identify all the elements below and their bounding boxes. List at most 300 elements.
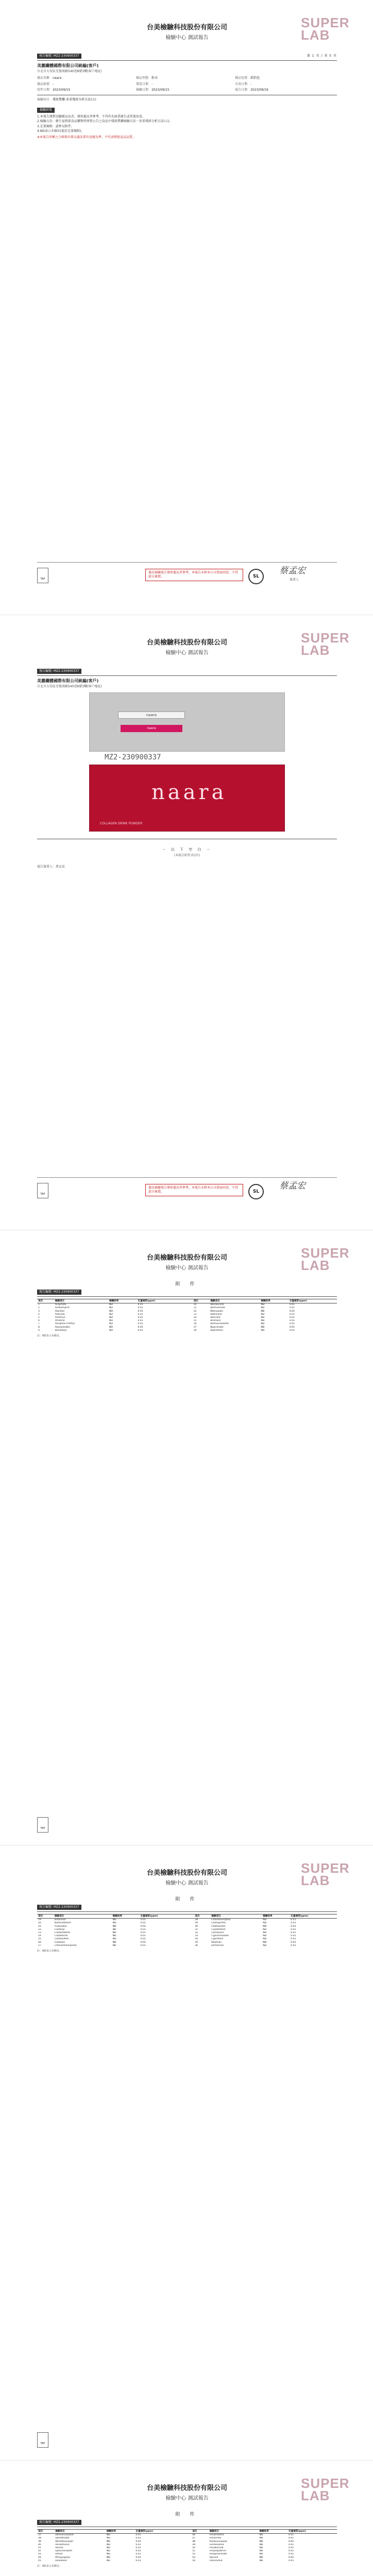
- row-no: 34: [195, 1938, 198, 1941]
- table-note: 註：ND表示未檢出。: [37, 2564, 62, 2568]
- loq-value: 0.01: [289, 1310, 295, 1313]
- row-no: 1: [38, 1303, 40, 1307]
- col-item: 檢驗項目: [54, 1299, 108, 1303]
- row-no: 6: [38, 1319, 40, 1323]
- col-loq: 定量極限(ppm): [287, 2529, 337, 2534]
- row-no: 49: [192, 2543, 196, 2546]
- company-name: 台美檢驗科技股份有限公司: [146, 2484, 227, 2492]
- iso-accreditation-icon: TAF: [37, 568, 48, 583]
- loq-value: 0.01: [289, 2540, 294, 2543]
- loq-value: 0.01: [138, 1316, 143, 1319]
- pesticide-name: Bromuconazole: [210, 1323, 229, 1326]
- result-nd: ND: [112, 1919, 116, 1922]
- pesticide-table: [37, 1914, 337, 1947]
- col-no: 項次: [194, 1914, 210, 1919]
- row-no: 18: [193, 1329, 197, 1332]
- col-item: 檢驗項目: [54, 1914, 112, 1919]
- row-no: 52: [192, 2553, 196, 2556]
- signer-line: 報告簽署人：蔡孟宏: [37, 865, 65, 869]
- loq-value: 0.01: [140, 1922, 146, 1925]
- loq-value: 0.01: [138, 1310, 143, 1313]
- result-nd: ND: [109, 1307, 113, 1310]
- pesticide-name: Butocarboxim: [54, 1922, 71, 1925]
- sample-field: 收件日期 2023/09/15: [37, 88, 71, 92]
- pesticide-table: [37, 2529, 337, 2563]
- attachment-count: (本報告附件共3頁): [174, 854, 200, 858]
- result-nd: ND: [263, 1922, 267, 1925]
- result-nd: ND: [261, 1326, 265, 1329]
- result-nd: ND: [109, 1326, 113, 1329]
- row-no: 9: [38, 1329, 40, 1332]
- client-name: 美麗纖體國際有限公司統編(客戶): [37, 63, 99, 68]
- attachment-title: 附 件: [175, 1897, 199, 1902]
- report-number: 報告編號: MZ2-230900337: [37, 1290, 81, 1295]
- superlab-logo: SUPER LAB: [301, 2476, 350, 2503]
- loq-value: 0.01: [140, 1944, 146, 1947]
- loq-value: 0.01: [289, 2543, 294, 2546]
- pesticide-name: Benfuracarb: [210, 1307, 225, 1310]
- row-no: 3: [38, 1310, 40, 1313]
- sample-field: 樣品名稱 naara: [37, 76, 62, 80]
- report-meta-row: [37, 2520, 337, 2525]
- result-nd: ND: [259, 2540, 263, 2543]
- pesticide-name: Carbofuran: [54, 1935, 68, 1938]
- pesticide-name: Carbosulfan: [54, 1938, 69, 1941]
- report-page-1: [0, 0, 373, 615]
- row-no: 5: [38, 1316, 40, 1319]
- row-no: 38: [38, 2537, 41, 2540]
- result-nd: ND: [106, 2540, 110, 2543]
- loq-value: 0.01: [289, 1319, 295, 1323]
- result-nd: ND: [259, 2543, 263, 2546]
- col-no: 項次: [193, 1299, 210, 1303]
- certification-stamp-area: [37, 1177, 337, 1204]
- row-no: 26: [38, 1941, 41, 1944]
- result-nd: ND: [106, 2537, 110, 2540]
- loq-value: 0.01: [135, 2543, 141, 2546]
- pesticide-name: Epoxiconazole: [55, 2550, 73, 2553]
- pesticide-name: Cyazofamid: [211, 1928, 226, 1931]
- result-nd: ND: [106, 2559, 110, 2562]
- pesticide-name: Ethoprophos: [55, 2556, 71, 2559]
- loq-value: 0.01: [135, 2559, 141, 2562]
- pesticide-name: Acetamiprid: [55, 1307, 70, 1310]
- iso-accreditation-icon: TAF: [37, 1183, 48, 1198]
- pesticide-name: Bendiocarb: [210, 1303, 224, 1307]
- report-header: [37, 1860, 350, 1897]
- row-no: 53: [192, 2556, 196, 2559]
- row-no: 12: [193, 1310, 197, 1313]
- note-line: 3.定量極限：請參見附件。: [37, 124, 74, 128]
- divider: [37, 1296, 337, 1297]
- result-nd: ND: [261, 1329, 265, 1332]
- result-nd: ND: [263, 1944, 267, 1947]
- result-nd: ND: [261, 1310, 265, 1313]
- loq-value: 0.01: [289, 2553, 294, 2556]
- attachment-page: [0, 1845, 373, 2461]
- result-nd: ND: [261, 1323, 265, 1326]
- report-number: 報告編號: MZ2-230900337: [37, 1905, 81, 1910]
- pesticide-name: Butachlor: [54, 1919, 66, 1922]
- attachment-title: 附 件: [175, 2512, 199, 2517]
- loq-value: 0.01: [138, 1323, 143, 1326]
- result-nd: ND: [112, 1922, 116, 1925]
- loq-value: 0.01: [138, 1313, 143, 1316]
- pesticide-name: Bifenazate: [210, 1310, 223, 1313]
- department-title: 檢驗中心 測試報告: [165, 2496, 209, 2501]
- loq-value: 0.01: [291, 1925, 296, 1928]
- row-no: 4: [38, 1313, 40, 1316]
- department-title: 檢驗中心 測試報告: [165, 1265, 209, 1271]
- row-no: 44: [38, 2556, 41, 2559]
- page-number: 第 1 頁 / 共 5 頁: [307, 54, 337, 58]
- loq-value: 0.01: [289, 1303, 295, 1307]
- result-nd: ND: [259, 2547, 263, 2549]
- row-no: 35: [195, 1941, 198, 1944]
- sample-field: 樣品包裝 鋁箔包: [235, 76, 260, 80]
- row-no: 8: [38, 1326, 40, 1329]
- loq-value: 0.01: [289, 2537, 294, 2540]
- report-header: [37, 630, 350, 667]
- col-result: 檢驗結果: [106, 2529, 135, 2534]
- result-nd: ND: [259, 2550, 263, 2553]
- row-no: 16: [193, 1323, 197, 1326]
- row-no: 17: [193, 1326, 197, 1329]
- row-no: 43: [38, 2553, 41, 2556]
- loq-value: 0.01: [138, 1307, 143, 1310]
- row-no: 46: [192, 2534, 196, 2537]
- loq-value: 0.01: [140, 1938, 146, 1941]
- pesticide-name: Fenarimol: [209, 2537, 222, 2540]
- result-nd: ND: [263, 1919, 267, 1922]
- iso-accreditation-icon: TAF: [37, 2432, 48, 2448]
- result-nd: ND: [106, 2547, 110, 2549]
- sl-seal-icon: SL: [248, 569, 264, 584]
- loq-value: 0.01: [138, 1319, 143, 1323]
- col-no: 項次: [191, 2529, 208, 2534]
- pesticide-name: Chlorfenvinphos: [211, 1919, 231, 1922]
- sample-field: 檢驗日期 2023/09/15: [136, 88, 169, 92]
- sl-seal-icon: SL: [248, 1184, 264, 1199]
- row-no: 13: [193, 1313, 197, 1316]
- department-title: 檢驗中心 測試報告: [165, 35, 209, 41]
- report-meta-row: [37, 1905, 337, 1910]
- row-no: 28: [195, 1919, 198, 1922]
- pesticide-name: Fipronil: [209, 2556, 218, 2559]
- result-nd: ND: [261, 1319, 265, 1323]
- result-nd: ND: [106, 2543, 110, 2546]
- sample-fields: [37, 75, 337, 93]
- loq-value: 0.01: [135, 2537, 141, 2540]
- row-no: 39: [38, 2540, 41, 2543]
- sample-photo-boxes: [89, 692, 285, 752]
- report-header: [37, 1245, 350, 1282]
- department-title: 檢驗中心 測試報告: [165, 650, 209, 656]
- result-nd: ND: [261, 1313, 265, 1316]
- report-header: [37, 15, 350, 52]
- superlab-logo: SUPER LAB: [301, 630, 350, 658]
- divider: [37, 675, 337, 676]
- result-nd: ND: [109, 1310, 113, 1313]
- result-nd: ND: [263, 1941, 267, 1944]
- row-no: 47: [192, 2537, 196, 2540]
- pesticide-name: Cadusafos: [54, 1925, 67, 1928]
- loq-value: 0.01: [289, 1323, 295, 1326]
- client-name: 美麗纖體國際有限公司統編(客戶): [37, 678, 99, 683]
- row-no: 2: [38, 1307, 40, 1310]
- row-no: 45: [38, 2559, 41, 2562]
- loq-value: 0.01: [135, 2550, 141, 2553]
- row-no: 50: [192, 2547, 196, 2549]
- pesticide-name: Fenobucarb: [209, 2547, 224, 2549]
- pesticide-name: Alachlor: [55, 1310, 65, 1313]
- result-nd: ND: [263, 1938, 267, 1941]
- row-no: 15: [193, 1319, 197, 1323]
- row-no: 41: [38, 2547, 41, 2549]
- col-no: 項次: [37, 1914, 54, 1919]
- row-no: 31: [195, 1928, 198, 1931]
- result-nd: ND: [112, 1935, 116, 1938]
- pesticide-name: Boscalid: [210, 1316, 221, 1319]
- row-no: 42: [38, 2550, 41, 2553]
- col-result: 檢驗結果: [108, 1299, 137, 1303]
- col-item: 檢驗項目: [54, 2529, 105, 2534]
- sample-field: 報告日期 2023/09/19: [235, 88, 268, 92]
- col-loq: 定量極限(ppm): [134, 2529, 184, 2534]
- loq-value: 0.01: [140, 1925, 146, 1928]
- result-nd: ND: [261, 1307, 265, 1310]
- row-no: 21: [38, 1925, 41, 1928]
- divider: [37, 60, 337, 61]
- row-no: 54: [192, 2559, 196, 2562]
- client-address: 台北市大安區光復南路540巷8號3樓(客戶地址): [37, 684, 102, 688]
- result-nd: ND: [112, 1941, 116, 1944]
- pesticide-name: Buprofezin: [210, 1329, 223, 1332]
- report-page-2: [0, 615, 373, 1230]
- pesticide-name: Flonicamid: [209, 2559, 223, 2562]
- pesticide-name: Fenpyroximate: [209, 2553, 227, 2556]
- report-meta-row: [37, 669, 337, 674]
- loq-value: 0.01: [289, 2556, 294, 2559]
- result-nd: ND: [109, 1313, 113, 1316]
- result-nd: ND: [261, 1303, 265, 1307]
- row-no: 32: [195, 1931, 198, 1934]
- sample-label: naara: [118, 711, 185, 719]
- result-nd: ND: [112, 1931, 116, 1934]
- note-line: 1.本報告僅對送驗樣品負責，僅供委託者參考，不得作為商業廣告或其他用途。: [37, 114, 145, 118]
- pesticide-name: Bromacil: [210, 1319, 221, 1323]
- col-loq: 定量極限(ppm): [289, 1299, 337, 1303]
- pesticide-name: Azinphos-methyl: [55, 1323, 75, 1326]
- pesticide-name: Cyproconazole: [211, 1935, 229, 1938]
- loq-value: 0.01: [291, 1941, 296, 1944]
- company-name: 台美檢驗科技股份有限公司: [146, 1869, 227, 1877]
- loq-value: 0.01: [135, 2547, 141, 2549]
- result-nd: ND: [112, 1938, 116, 1941]
- result-nd: ND: [259, 2556, 263, 2559]
- col-loq: 定量極限(ppm): [137, 1299, 185, 1303]
- sample-field: 樣品型態 粉末: [136, 76, 158, 80]
- superlab-logo: SUPER LAB: [301, 1860, 350, 1888]
- result-nd: ND: [112, 1925, 116, 1928]
- row-no: 37: [38, 2534, 41, 2537]
- row-no: 19: [38, 1919, 41, 1922]
- report-meta-row: [37, 1290, 337, 1295]
- result-nd: ND: [263, 1931, 267, 1934]
- pesticide-name: Benalaxyl: [55, 1329, 67, 1332]
- loq-value: 0.01: [291, 1919, 296, 1922]
- sample-id-caption: MZ2-230900337: [105, 753, 161, 761]
- pesticide-name: Carbendazim: [54, 1931, 71, 1934]
- pesticide-name: Dichlorvos: [211, 1944, 224, 1947]
- pesticide-table: [37, 1299, 337, 1332]
- report-header: [37, 2476, 350, 2512]
- loq-value: 0.01: [140, 1928, 146, 1931]
- result-row: 檢驗項目 殘留農藥-多重殘留分析方法(五): [37, 97, 96, 101]
- packet-brand: naara: [151, 780, 227, 804]
- result-nd: ND: [109, 1316, 113, 1319]
- pesticide-name: Azoxystrobin: [55, 1326, 71, 1329]
- row-no: 24: [38, 1935, 41, 1938]
- report-notes: [37, 115, 337, 133]
- col-item: 檢驗項目: [209, 1299, 260, 1303]
- pesticide-name: Cymoxanil: [211, 1931, 224, 1934]
- lab-stamp: 委託檢驗報告僅供委託者參考，本報告未經本公司書面同意，不得部分複製。: [145, 1184, 243, 1196]
- result-nd: ND: [259, 2534, 263, 2537]
- client-address: 台北市大安區光復南路540巷8號3樓(客戶地址): [37, 69, 102, 73]
- pesticide-name: Etoxazole: [55, 2559, 67, 2562]
- company-name: 台美檢驗科技股份有限公司: [146, 24, 227, 31]
- row-no: 7: [38, 1323, 40, 1326]
- row-no: 30: [195, 1925, 198, 1928]
- result-nd: ND: [109, 1303, 113, 1307]
- attachment-title: 附 件: [175, 1282, 199, 1287]
- loq-value: 0.01: [289, 1316, 295, 1319]
- row-no: 48: [192, 2540, 196, 2543]
- lab-stamp: 委託檢驗報告僅供委託者參考，本報告未經本公司書面同意，不得部分複製。: [145, 569, 243, 581]
- row-no: 40: [38, 2543, 41, 2546]
- col-item: 檢驗項目: [210, 1914, 262, 1919]
- col-result: 檢驗結果: [112, 1914, 140, 1919]
- result-nd: ND: [106, 2534, 110, 2537]
- pesticide-name: Dinotefuran: [55, 2543, 70, 2546]
- loq-value: 0.01: [135, 2540, 141, 2543]
- pesticide-name: Cyprodinil: [211, 1938, 224, 1941]
- pesticide-name: Aldicarb: [55, 1313, 65, 1316]
- result-nd: ND: [112, 1928, 116, 1931]
- note-line: 2.檢驗方法：衛生福利部食品藥物管理署公告之食品中殘留農藥檢驗方法－多重殘留分析方法(五)。: [37, 120, 173, 123]
- loq-value: 0.01: [140, 1919, 146, 1922]
- attachment-page: [0, 2461, 373, 2576]
- pesticide-name: Bupirimate: [210, 1326, 224, 1329]
- superlab-logo: SUPER LAB: [301, 1245, 350, 1273]
- row-no: 22: [38, 1928, 41, 1931]
- sample-field: 有效日期 -: [235, 82, 252, 86]
- loq-value: 0.01: [289, 1307, 295, 1310]
- pesticide-name: Fenhexamid: [209, 2543, 224, 2546]
- pesticide-name: Fenamidone: [209, 2534, 224, 2537]
- loq-value: 0.01: [289, 2534, 294, 2537]
- divider: [37, 1911, 337, 1912]
- loq-value: 0.01: [140, 1931, 146, 1934]
- certification-stamp-area: [37, 562, 337, 589]
- table-note: 註：ND表示未檢出。: [37, 1949, 62, 1953]
- note-line: 4.ND表示未檢出(低於定量極限)。: [37, 129, 84, 133]
- row-no: 29: [195, 1922, 198, 1925]
- row-no: 51: [192, 2550, 196, 2553]
- result-nd: ND: [263, 1935, 267, 1938]
- attachment-page: [0, 1230, 373, 1845]
- result-nd: ND: [106, 2553, 110, 2556]
- signature: 蔡孟宏: [279, 566, 306, 576]
- pesticide-name: Diuron: [55, 2547, 63, 2549]
- result-nd: ND: [259, 2559, 263, 2562]
- sample-field: 製造日期 -: [136, 82, 153, 86]
- table-row: [37, 1329, 337, 1332]
- pesticide-name: Acephate: [55, 1303, 66, 1307]
- col-loq: 定量極限(ppm): [290, 1914, 337, 1919]
- signature: 蔡孟宏: [279, 1181, 306, 1191]
- pesticide-name: Difenoconazole: [55, 2534, 74, 2537]
- col-loq: 定量極限(ppm): [140, 1914, 187, 1919]
- superlab-logo: SUPER LAB: [301, 15, 350, 43]
- result-nd: ND: [263, 1925, 267, 1928]
- pesticide-name: Chlorantraniliprole: [54, 1944, 77, 1947]
- row-no: 36: [195, 1944, 198, 1947]
- result-nd: ND: [259, 2537, 263, 2540]
- table-row: [37, 1944, 337, 1947]
- loq-value: 0.01: [289, 1313, 295, 1316]
- result-nd: ND: [263, 1928, 267, 1931]
- pesticide-name: Dimethomorph: [55, 2540, 73, 2543]
- sample-photo-packet: [89, 765, 285, 832]
- loq-value: 0.01: [291, 1935, 296, 1938]
- table-note: 註：ND表示未檢出。: [37, 1334, 62, 1337]
- attachment-pages: [0, 1230, 373, 2576]
- pesticide-name: Dimethoate: [55, 2537, 70, 2540]
- loq-value: 0.01: [289, 2550, 294, 2553]
- loq-value: 0.01: [135, 2534, 141, 2537]
- loq-value: 0.01: [291, 1928, 296, 1931]
- loq-value: 0.01: [138, 1326, 143, 1329]
- report-number: 報告編號: MZ2-230900337: [37, 2520, 81, 2525]
- col-item: 檢驗項目: [209, 2529, 259, 2534]
- department-title: 檢驗中心 測試報告: [165, 1880, 209, 1886]
- loq-value: 0.01: [289, 1326, 295, 1329]
- row-no: 33: [195, 1935, 198, 1938]
- red-disclaimer: ※本報告所稱之合格與否係以委託單位送樣為準，不代表整批產品品質。: [37, 135, 136, 139]
- loq-value: 0.01: [140, 1941, 146, 1944]
- loq-value: 0.01: [289, 2547, 294, 2549]
- col-result: 檢驗結果: [260, 1299, 289, 1303]
- result-nd: ND: [109, 1323, 113, 1326]
- loq-value: 0.01: [291, 1944, 296, 1947]
- row-no: 20: [38, 1922, 41, 1925]
- row-no: 10: [193, 1303, 197, 1307]
- company-name: 台美檢驗科技股份有限公司: [146, 1254, 227, 1262]
- report-number: 報告編號: MZ2-230900337: [37, 669, 81, 674]
- result-nd: ND: [106, 2550, 110, 2553]
- col-result: 檢驗結果: [262, 1914, 290, 1919]
- result-nd: ND: [109, 1329, 113, 1332]
- pesticide-name: Bitertanol: [210, 1313, 222, 1316]
- pesticide-name: Diazinon: [211, 1941, 222, 1944]
- col-no: 項次: [37, 2529, 54, 2534]
- loq-value: 0.01: [140, 1935, 146, 1938]
- loq-value: 0.01: [289, 2559, 294, 2562]
- loq-value: 0.01: [135, 2556, 141, 2559]
- result-nd: ND: [106, 2556, 110, 2559]
